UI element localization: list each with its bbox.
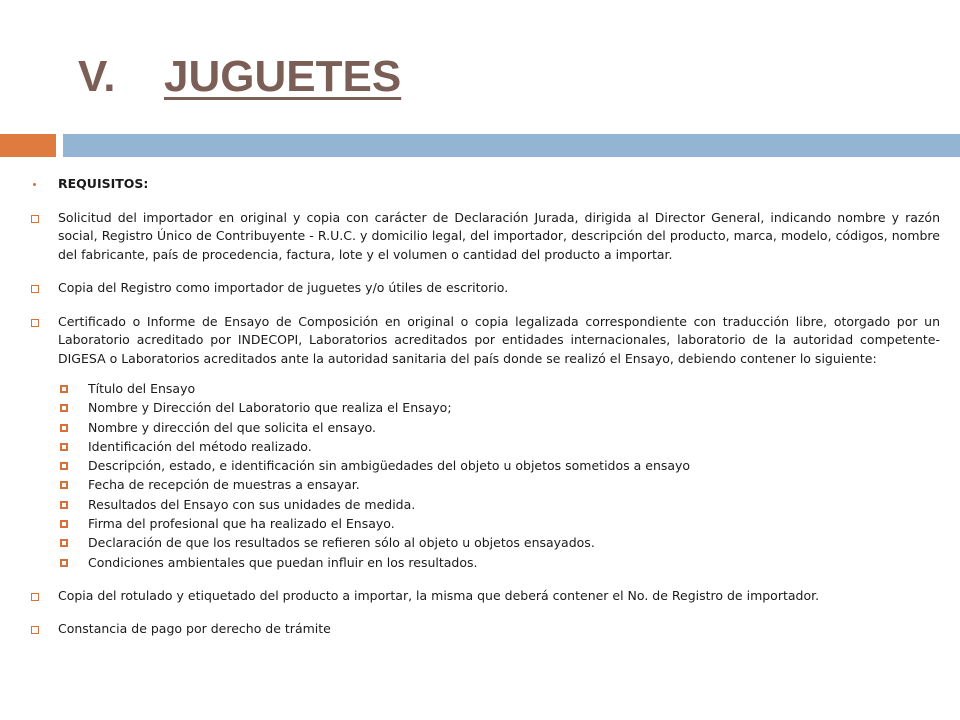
slide-content [30,175,940,654]
filled-square-bullet-icon [60,443,68,451]
square-bullet-icon [31,319,39,327]
dot-bullet-icon [33,183,36,186]
sub-list-item: Condiciones ambientales que puedan influir en los resultados. [60,553,940,572]
sub-list-item: Título del Ensayo [60,379,940,398]
slide-title [78,52,401,102]
list-item [30,313,940,369]
title-number: V. [78,52,116,101]
sub-list-item: Declaración de que los resultados se refieren sólo al objeto u objetos ensayados. [60,533,940,552]
square-bullet-icon [31,215,39,223]
accent-bar-orange [0,134,56,157]
filled-square-bullet-icon [60,559,68,567]
list-item [30,620,940,639]
sub-list-item: Nombre y dirección del que solicita el ensayo. [60,418,940,437]
square-bullet-icon [31,593,39,601]
list-item-text: Solicitud del importador en original y copia con carácter de Declaración Jurada, dirigida al Director General, indicando nombre y razón social, Registro Único de Contribuyente - R.U.C. y domicilio legal, del importador, descripción del producto, marca, modelo, códigos, nombre del fabricante, país de procedencia, factura, lote y el volumen o cantidad del producto a importar. [58,209,940,262]
list-item-text: Copia del rotulado y etiquetado del producto a importar, la misma que deberá contener el No. de Registro de importador. [58,587,820,603]
list-item-text: Copia del Registro como importador de juguetes y/o útiles de escritorio. [58,280,509,295]
filled-square-bullet-icon [60,385,68,393]
section-heading: REQUISITOS: [58,176,149,191]
filled-square-bullet-icon [60,404,68,412]
filled-square-bullet-icon [60,424,68,432]
list-item-text: Certificado o Informe de Ensayo de Composición en original o copia legalizada correspondiente con traducción libre, otorgado por un Laboratorio acreditado por INDECOPI, Laboratorios acreditados por entidades internacionales, laboratorio de la autoridad competente-DIGESA o Laboratorios acreditados ante la autoridad sanitaria del país donde se realizó el Ensayo, debiendo contener lo siguiente: [58,313,940,366]
filled-square-bullet-icon [60,539,68,547]
accent-bar-blue [63,134,960,157]
sub-list-item: Fecha de recepción de muestras a ensayar. [60,475,940,494]
sub-list-item: Nombre y Dirección del Laboratorio que realiza el Ensayo; [60,398,940,417]
filled-square-bullet-icon [60,501,68,509]
list-item [30,209,940,265]
list-item [30,587,940,606]
title-word: JUGUETES [164,52,402,101]
sub-list-item: Resultados del Ensayo con sus unidades de medida. [60,495,940,514]
sub-list-item: Firma del profesional que ha realizado el Ensayo. [60,514,940,533]
filled-square-bullet-icon [60,462,68,470]
square-bullet-icon [31,626,39,634]
section-heading-row [30,175,940,194]
sub-list [60,379,940,572]
list-item-text: Constancia de pago por derecho de trámite [58,621,331,637]
sub-list-item: Identificación del método realizado. [60,437,940,456]
list-item [30,279,940,298]
filled-square-bullet-icon [60,520,68,528]
sub-list-item: Descripción, estado, e identificación sin ambigüedades del objeto u objetos sometidos a ensayo [60,456,940,475]
filled-square-bullet-icon [60,481,68,489]
square-bullet-icon [31,285,39,293]
